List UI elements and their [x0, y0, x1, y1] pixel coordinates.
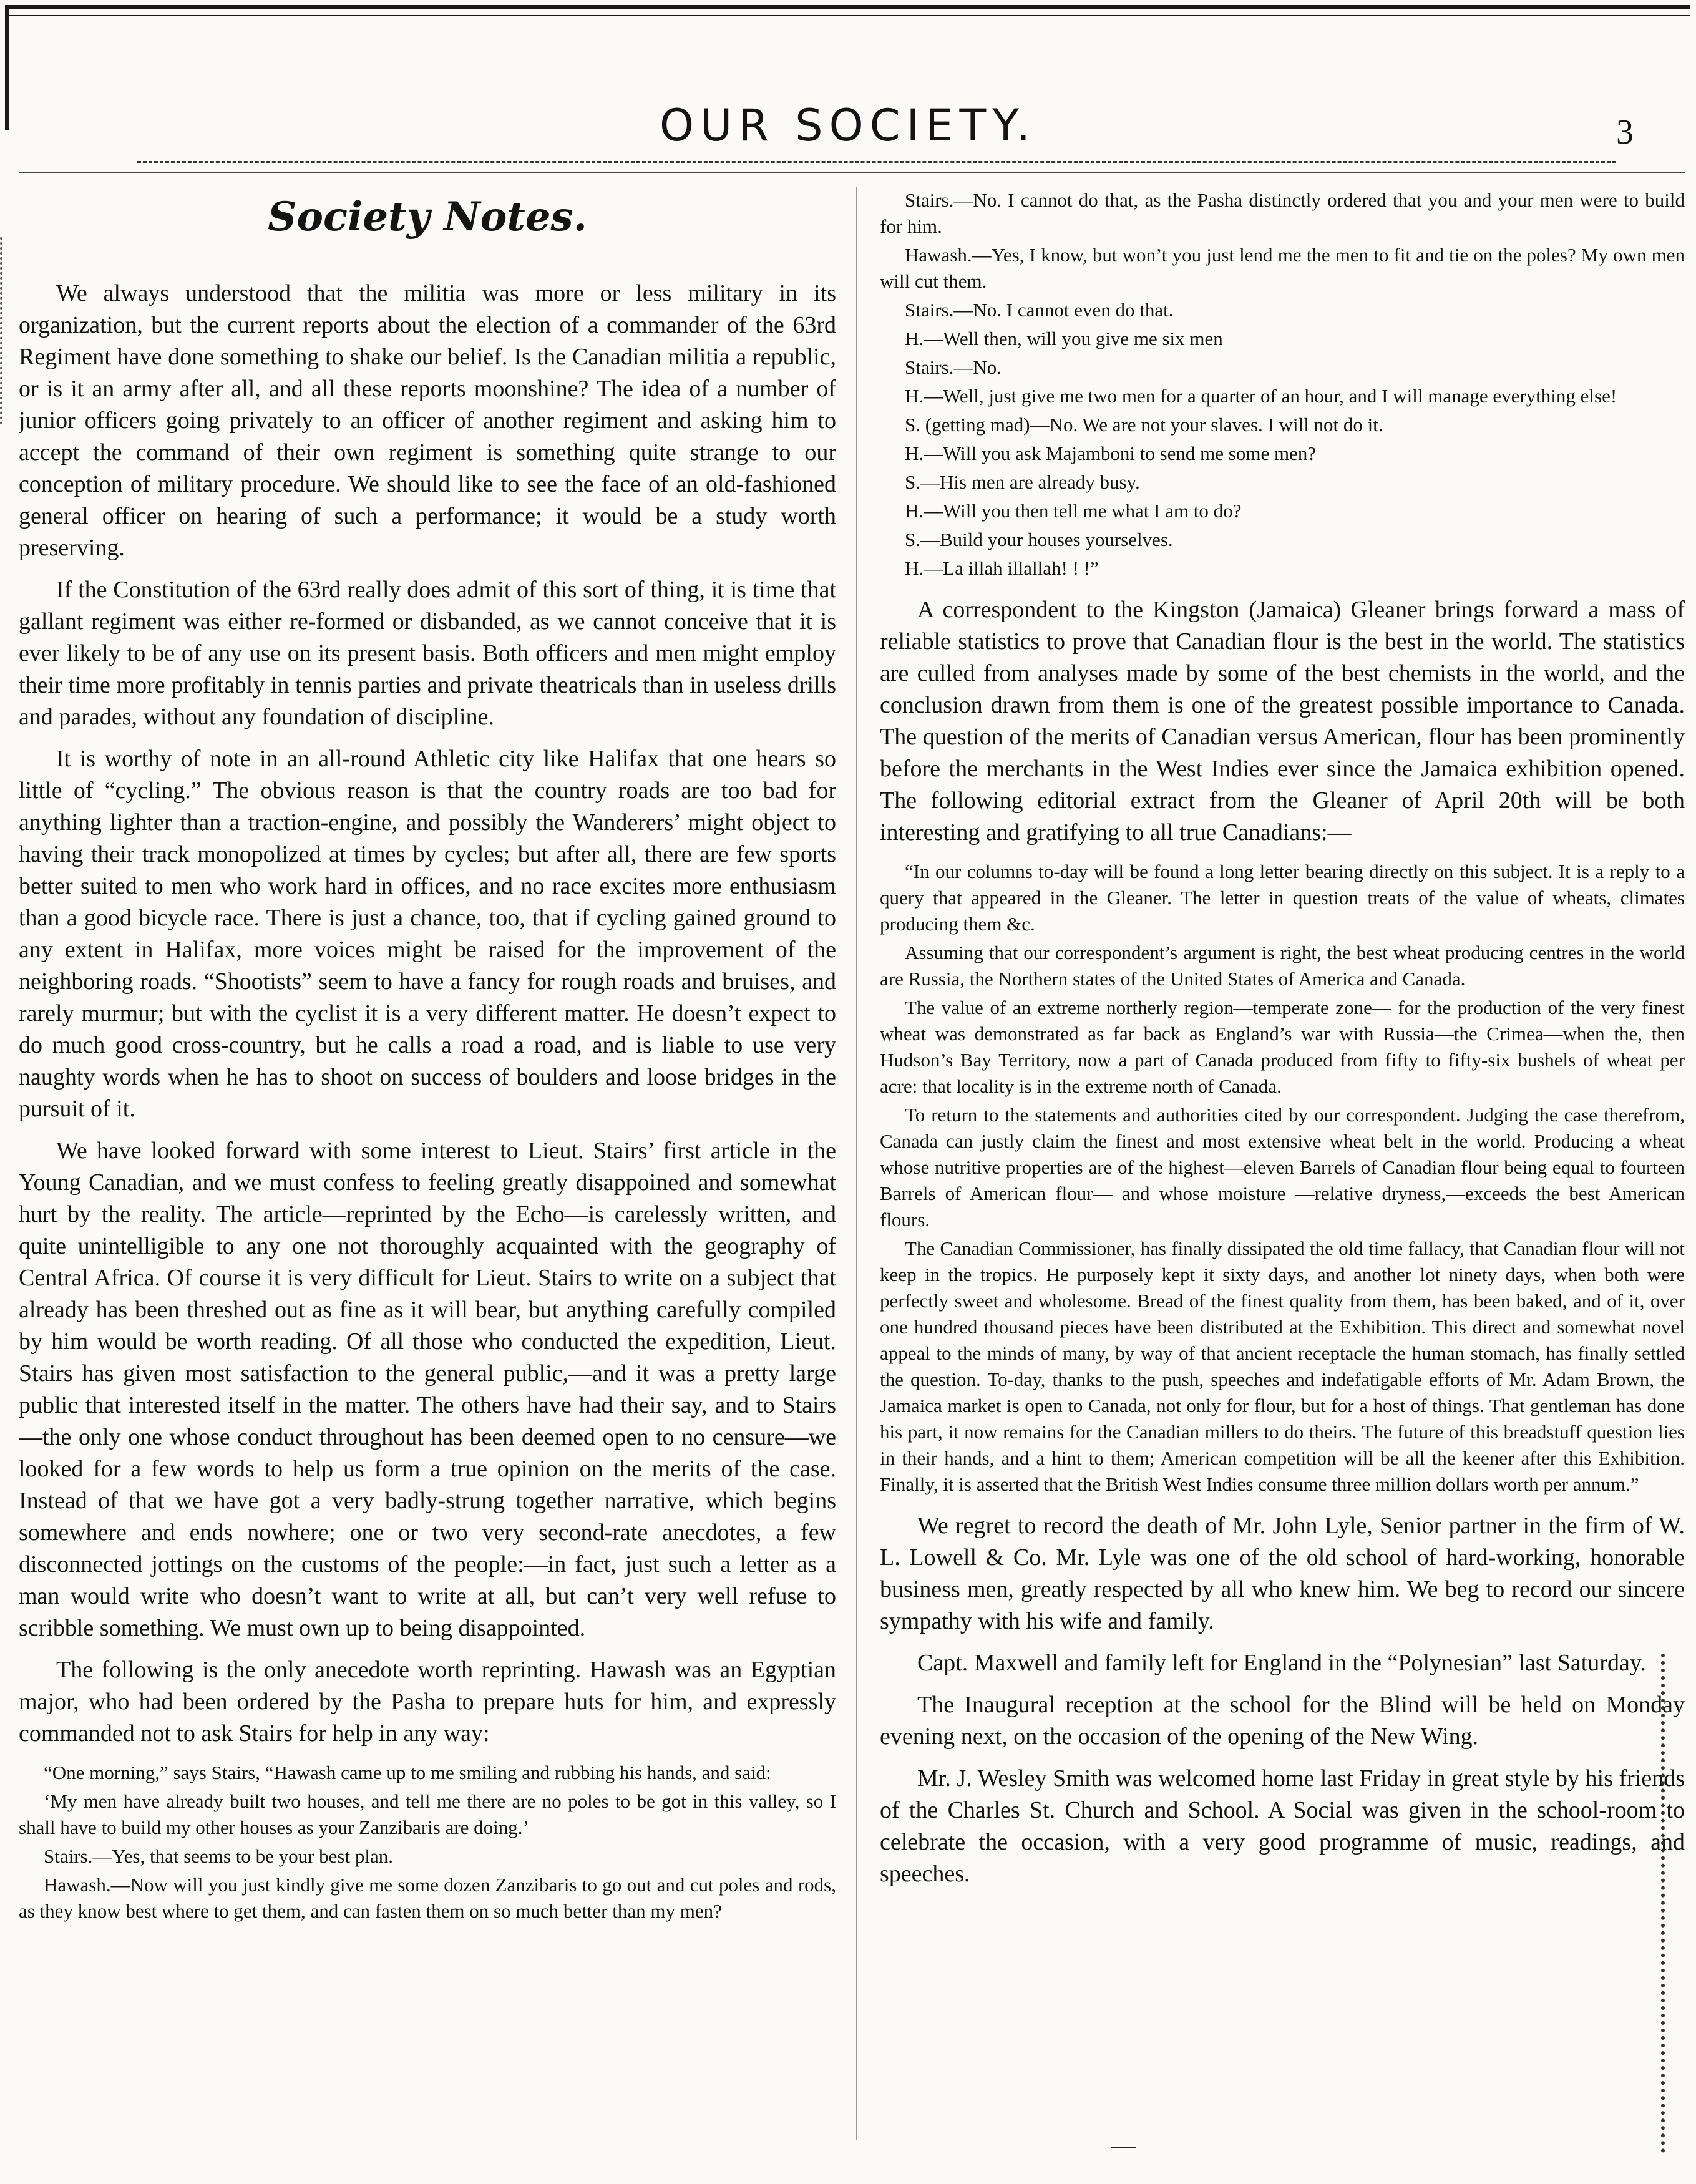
paragraph-wesley-smith: Mr. J. Wesley Smith was welcomed home last Friday in great style by his friends of the Charles St. Church and School. A Social was given in the school-room to celebrate the occasion, with a very good programme of music, readings, and speeches. [880, 1765, 1685, 1887]
quote-line: Stairs.—No. I cannot do that, as the Pasha distinctly ordered that you and your men were to build for him. [880, 189, 1685, 237]
right-quote [880, 187, 1685, 582]
extract-paragraph: To return to the statements and authorities cited by our correspondent. Judging the case therefrom, Canada can justly claim the finest and most extensive wheat belt in the world. Producing a wheat whose nutritive properties are of the highest—eleven Barrels of Canadian flour being equal to fourteen Barrels of American flour— and whose moisture —relative dryness,—exceeds the best American flours. [880, 1104, 1685, 1231]
paragraph-maxwell: Capt. Maxwell and family left for England in the “Polynesian” last Saturday. [917, 1650, 1646, 1676]
paragraph-cycling: It is worthy of note in an all-round Athletic city like Halifax that one hears so little of “cycling.” The obvious reason is that the country roads are too bad for anything lighter than a traction-engine, and possibly the Wanderers’ might object to having their track monopolized at times by cycles; but after all, there are few sports better suited to men who work hard in offices, and no race excites more enthusiasm than a good bicycle race. There is just a chance, too, that if cycling gained ground to any extent in Halifax, more voices might be raised for the improvement of the neighboring roads. “Shootists” seem to have a fancy for rough roads and bruises, and rarely murmur; but with the cyclist it is a very different matter. He doesn’t expect to do much good cross-country, but he calls a road a road, and is liable to use very naughty words when he has to shoot on success of boulders and loose bridges in the pursuit of it. [19, 746, 836, 1122]
quote-line: S.—His men are already busy. [905, 471, 1140, 493]
quote-line: Hawash.—Yes, I know, but won’t you just lend me the men to fit and tie on the poles? My own men will cut them. [880, 244, 1685, 292]
paragraph-john-lyle: We regret to record the death of Mr. John Lyle, Senior partner in the firm of W. L. Lowell & Co. Mr. Lyle was one of the old school of hard-working, honorable business men, greatly respected by all who knew him. We beg to record our sincere sympathy with his wife and family. [880, 1513, 1685, 1634]
paragraph-anecdote-intro: The following is the only anecedote worth reprinting. Hawash was an Egyptian major, who had been ordered by the Pasha to prepare huts for him, and expressly commanded not to ask Stairs for help in any way: [19, 1657, 836, 1747]
left-column [19, 187, 836, 2140]
extract-paragraph: The Canadian Commissioner, has finally dissipated the old time fallacy, that Canadian flour will not keep in the tropics. He purposely kept it sixty days, and another lot ninety days, when both were perfectly sweet and wholesome. Bread of the finest quality from them, has been baked, and of it, over one hundred thousand pieces have been distributed at the Exhibition. This direct and somewhat novel appeal to the minds of many, by way of that ancient receptacle the human stomach, has finally settled the question. To-day, thanks to the push, speeches and indefatigable efforts of Mr. Adam Brown, the Jamaica market is open to Canada, not only for flour, but for a host of things. That gentleman has done his part, it now remains for the Canadian millers to do theirs. The future of this breadstuff question lies in their hands, and a hint to them; American competition will be all the keener after this Exhibition. Finally, it is asserted that the British West Indies consume three million dollars worth per annum.” [880, 1237, 1685, 1495]
paragraph-gleaner: A correspondent to the Kingston (Jamaica) Gleaner brings forward a mass of reliable statistics to prove that Canadian flour is the best in the world. The statistics are culled from analyses made by some of the best chemists in the world, and the conclusion drawn from them is one of the greatest possible importance to Canada. The question of the merits of Canadian versus American, flour has been prominently before the merchants in the West Indies ever since the Jamaica exhibition opened. The following editorial extract from the Gleaner of April 20th will be both interesting and gratifying to all true Canadians:— [880, 597, 1685, 846]
quote-line: H.—Well, just give me two men for a quarter of an hour, and I will manage everything else! [905, 385, 1617, 407]
left-articles [19, 278, 836, 1750]
quote-line: H.—Well then, will you give me six men [905, 328, 1223, 349]
quote-line: S.—Build your houses yourselves. [905, 529, 1173, 550]
quote-line: H.—Will you then tell me what I am to do? [905, 500, 1242, 522]
extract-paragraph: The value of an extreme northerly region—temperate zone— for the production of the very finest wheat was demonstrated as far back as England’s war with Russia—the Crimea—when the, then Hudson’s Bay Territory, now a part of Canada produced from fifty to fifty-six bushels of wheat per acre: that locality is in the extreme north of Canada. [880, 997, 1685, 1097]
masthead-title: OUR SOCIETY. [659, 100, 1037, 151]
quote-line: Stairs.—No. [905, 356, 1002, 378]
header-rule-lower [19, 172, 1685, 173]
extract-paragraph: “In our columns to-day will be found a long letter bearing directly on this subject. It is a reply to a query that appeared in the Gleaner. The letter in question treats of the value of wheats, climates producing them &c. [880, 860, 1685, 935]
quote-line: Stairs.—No. I cannot even do that. [905, 299, 1174, 321]
gleaner-article [880, 594, 1685, 849]
top-border [5, 5, 1690, 9]
margin-marks-left [0, 237, 6, 424]
quote-line: Hawash.—Now will you just kindly give me some dozen Zanzibaris to go out and cut poles and rods, as they know best where to get them, and can fasten them on so much better than my men? [19, 1874, 836, 1922]
quote-line: “One morning,” says Stairs, “Hawash came up to me smiling and rubbing his hands, and said: [44, 1762, 771, 1783]
quote-line: H.—La illah illallah! ! !” [905, 557, 1099, 579]
paragraph-constitution: If the Constitution of the 63rd really does admit of this sort of thing, it is time that gallant regiment was either re-formed or disbanded, as we cannot conceive that it is ever likely to be of any use on its present basis. Both officers and men might employ their time more profitably in tennis parties and private theatricals than in useless drills and parades, without any foundation of discipline. [19, 577, 836, 730]
extract-paragraph: Assuming that our correspondent’s argument is right, the best wheat producing centres in the world are Russia, the Northern states of the United States of America and Canada. [880, 942, 1685, 990]
paragraph-stairs-article: We have looked forward with some interest to Lieut. Stairs’ first article in the Young Canadian, and we must confess to feeling greatly disappoined and somewhat hurt by the reality. The article—reprinted by the Echo—is carelessly written, and quite unintelligible to any one not thoroughly acquainted with the geography of Central Africa. Of course it is very difficult for Lieut. Stairs to write on a subject that already has been threshed out as fine as it will bear, but anything carefully compiled by him would be worth reading. Of all those who conducted the expedition, Lieut. Stairs has given most satisfaction to the general public,—and it was a pretty large public that interested itself in the matter. The others have had their say, and to Stairs—the only one whose conduct throughout has been deemed open to no censure—we looked for a few words to help us form a true opinion on the merits of the case. Instead of that we have got a very badly-strung together narrative, which begins somewhere and ends nowhere; one or two very second-rate anecdotes, a few disconnected jottings on the customs of the people:—in fact, just such a letter as a man would write who doesn’t want to write at all, but can’t very well refuse to scribble something. We must own up to being disappointed. [19, 1138, 836, 1641]
quote-line: S. (getting mad)—No. We are not your slaves. I will not do it. [905, 414, 1383, 436]
margin-marks-right [1661, 1654, 1677, 2153]
section-title: Society Notes. [268, 193, 587, 240]
quote-line: H.—Will you ask Majamboni to send me some men? [905, 442, 1317, 464]
footer-dash [1111, 2147, 1136, 2148]
right-column [880, 187, 1685, 2140]
header-rule [137, 161, 1616, 163]
top-border-thin [5, 15, 1690, 16]
quote-line: Stairs.—Yes, that seems to be your best plan. [44, 1845, 393, 1867]
left-quote [19, 1760, 836, 1924]
column-divider [856, 187, 857, 2140]
right-notes [880, 1510, 1685, 1890]
quote-line: ‘My men have already built two houses, and tell me there are no poles to be got in this valley, so I shall have to build my other houses as your Zanzibaris are doing.’ [19, 1790, 836, 1838]
page-number: 3 [1616, 113, 1634, 152]
gleaner-extract [880, 859, 1685, 1498]
paragraph-school-blind: The Inaugural reception at the school for the Blind will be held on Monday evening next, on the occasion of the opening of the New Wing. [880, 1692, 1685, 1750]
paragraph-militia: We always understood that the militia was more or less military in its organization, but the current reports about the election of a commander of the 63rd Regiment have done something to shake our belief. Is the Canadian militia a republic, or is it an army after all, and all these reports moonshine? The idea of a number of junior officers going privately to an officer of another regiment and asking him to accept the command of their own regiment is something quite strange to our conception of military procedure. We should like to see the face of an old-fashioned general officer on hearing of such a performance; it would be a study worth preserving. [19, 280, 836, 561]
